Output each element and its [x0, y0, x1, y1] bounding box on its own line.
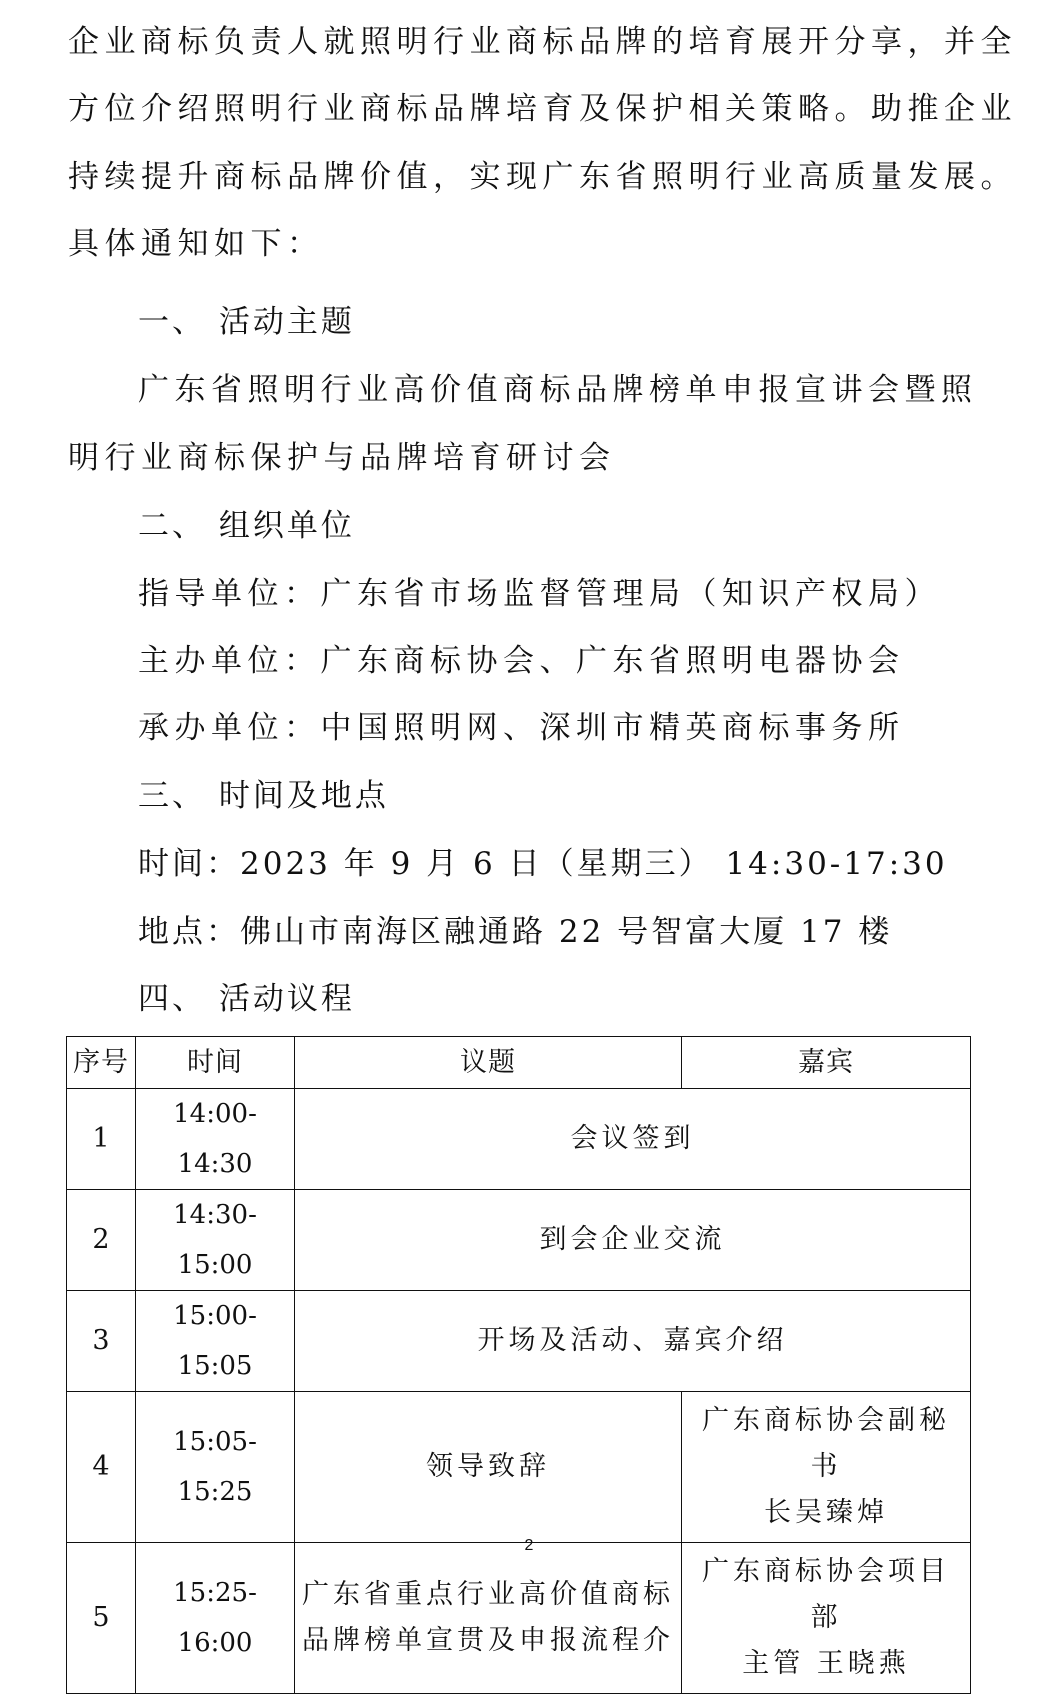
row-topic: [295, 1543, 682, 1694]
row-guest-line-1: 广东商标协会项目部: [702, 1556, 950, 1633]
header-time: 时间: [136, 1037, 295, 1089]
row-time: 15:05-15:25: [136, 1392, 295, 1543]
header-number: 序号: [67, 1037, 136, 1089]
table-row: [67, 1190, 971, 1291]
table-header-row: [67, 1037, 971, 1089]
table-row: [67, 1291, 971, 1392]
undertake-unit: 承办单位：中国照明网、深圳市精英商标事务所: [138, 710, 905, 746]
header-guest: 嘉宾: [682, 1037, 971, 1089]
intro-line-1: 企业商标负责人就照明行业商标品牌的培育展开分享，并全: [68, 24, 1017, 60]
row-topic-line-1: 广东省重点行业高价值商标: [302, 1579, 674, 1610]
row-topic: 会议签到: [295, 1089, 971, 1190]
intro-line-4: 具体通知如下：: [68, 226, 324, 262]
row-number: 2: [67, 1190, 136, 1291]
table-row: [67, 1543, 971, 1694]
row-time: 14:30-15:00: [136, 1190, 295, 1291]
event-time: 时间：2023 年 9 月 6 日（星期三） 14:30-17:30: [138, 846, 948, 882]
row-guest-line-2: 长吴臻焯: [764, 1497, 888, 1528]
section-heading-time-place: 三、 时间及地点: [138, 778, 389, 814]
row-topic: 到会企业交流: [295, 1190, 971, 1291]
agenda-table: [66, 1036, 971, 1694]
host-unit: 主办单位：广东商标协会、广东省照明电器协会: [138, 643, 905, 679]
row-topic: 领导致辞: [295, 1392, 682, 1543]
section-heading-organizers: 二、 组织单位: [138, 508, 355, 544]
table-row: [67, 1392, 971, 1543]
row-guest: [682, 1543, 971, 1694]
header-topic: 议题: [295, 1037, 682, 1089]
row-number: 5: [67, 1543, 136, 1694]
intro-line-3: 持续提升商标品牌价值，实现广东省照明行业高质量发展。: [68, 159, 1017, 195]
section-heading-theme: 一、 活动主题: [138, 304, 355, 340]
row-time: 15:00-15:05: [136, 1291, 295, 1392]
row-guest-line-2: 主管 王晓燕: [742, 1648, 910, 1679]
row-time: 15:25-16:00: [136, 1543, 295, 1694]
row-number: 3: [67, 1291, 136, 1392]
theme-line-1: 广东省照明行业高价值商标品牌榜单申报宣讲会暨照: [138, 372, 978, 408]
intro-line-2: 方位介绍照明行业商标品牌培育及保护相关策略。助推企业: [68, 91, 1017, 127]
section-heading-agenda: 四、 活动议程: [138, 981, 355, 1017]
row-number: 4: [67, 1392, 136, 1543]
event-place: 地点：佛山市南海区融通路 22 号智富大厦 17 楼: [138, 914, 893, 950]
row-topic: 开场及活动、嘉宾介绍: [295, 1291, 971, 1392]
row-guest: [682, 1392, 971, 1543]
guide-unit: 指导单位：广东省市场监督管理局（知识产权局）: [138, 576, 941, 612]
row-number: 1: [67, 1089, 136, 1190]
row-time: 14:00-14:30: [136, 1089, 295, 1190]
page-number: 2: [524, 1537, 534, 1554]
table-row: [67, 1089, 971, 1190]
theme-line-2: 明行业商标保护与品牌培育研讨会: [68, 440, 616, 476]
row-topic-line-2: 品牌榜单宣贯及申报流程介: [302, 1625, 674, 1656]
row-guest-line-1: 广东商标协会副秘书: [702, 1405, 950, 1482]
